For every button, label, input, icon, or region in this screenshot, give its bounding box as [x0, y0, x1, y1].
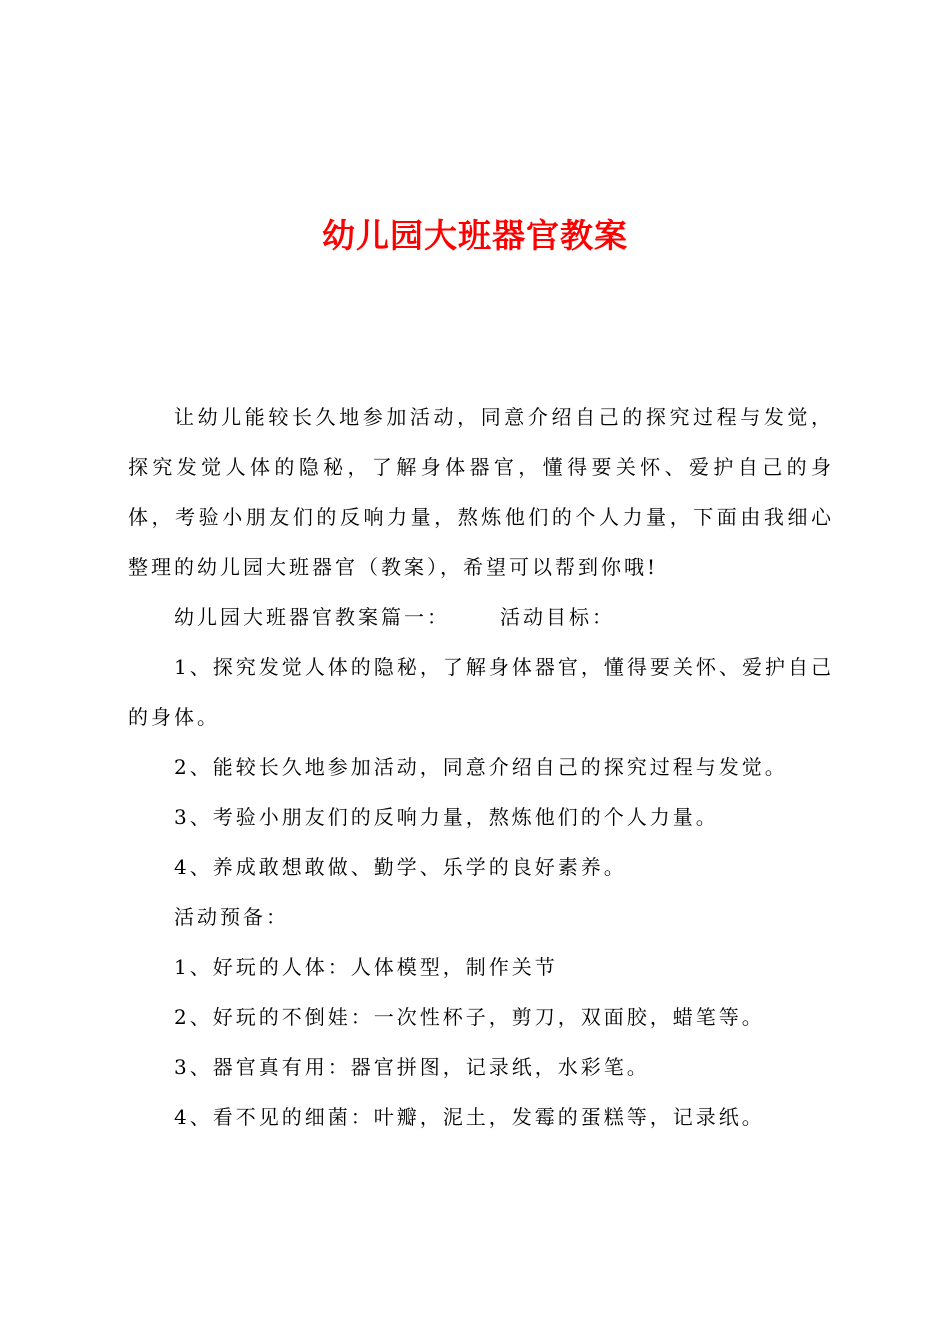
section-heading-line	[128, 592, 834, 642]
goal-item-4: 4、养成敢想敢做、勤学、乐学的良好素养。	[174, 855, 627, 879]
section-heading: 幼儿园大班器官教案篇一：	[174, 605, 450, 629]
goal-item-3: 3、考验小朋友们的反响力量，熬炼他们的个人力量。	[174, 805, 719, 829]
prep-item-1: 1、好玩的人体：人体模型，制作关节	[174, 955, 558, 979]
goal-item-2: 2、能较长久地参加活动，同意介绍自己的探究过程与发觉。	[174, 755, 788, 779]
intro-paragraph: 让幼儿能较长久地参加活动，同意介绍自己的探究过程与发觉，探究发觉人体的隐秘，了解身体器官，懂得要关怀、爱护自己的身体，考验小朋友们的反响力量，熬炼他们的个人力量，下面由我细心整理的幼儿园大班器官（教案），希望可以帮到你哦!	[128, 405, 834, 579]
prep-item-4: 4、看不见的细菌：叶瓣，泥土，发霉的蛋糕等，记录纸。	[174, 1105, 765, 1129]
prep-item-2: 2、好玩的不倒娃：一次性杯子，剪刀，双面胶，蜡笔等。	[174, 1005, 765, 1029]
document-body	[128, 392, 834, 1142]
goal-item-1: 1、探究发觉人体的隐秘，了解身体器官，懂得要关怀、爱护自己的身体。	[128, 655, 834, 729]
prep-heading: 活动预备：	[174, 905, 289, 929]
document-title: 幼儿园大班器官教案	[322, 216, 628, 255]
prep-item-3: 3、器官真有用：器官拼图，记录纸，水彩笔。	[174, 1055, 650, 1079]
goals-heading: 活动目标：	[500, 605, 615, 629]
